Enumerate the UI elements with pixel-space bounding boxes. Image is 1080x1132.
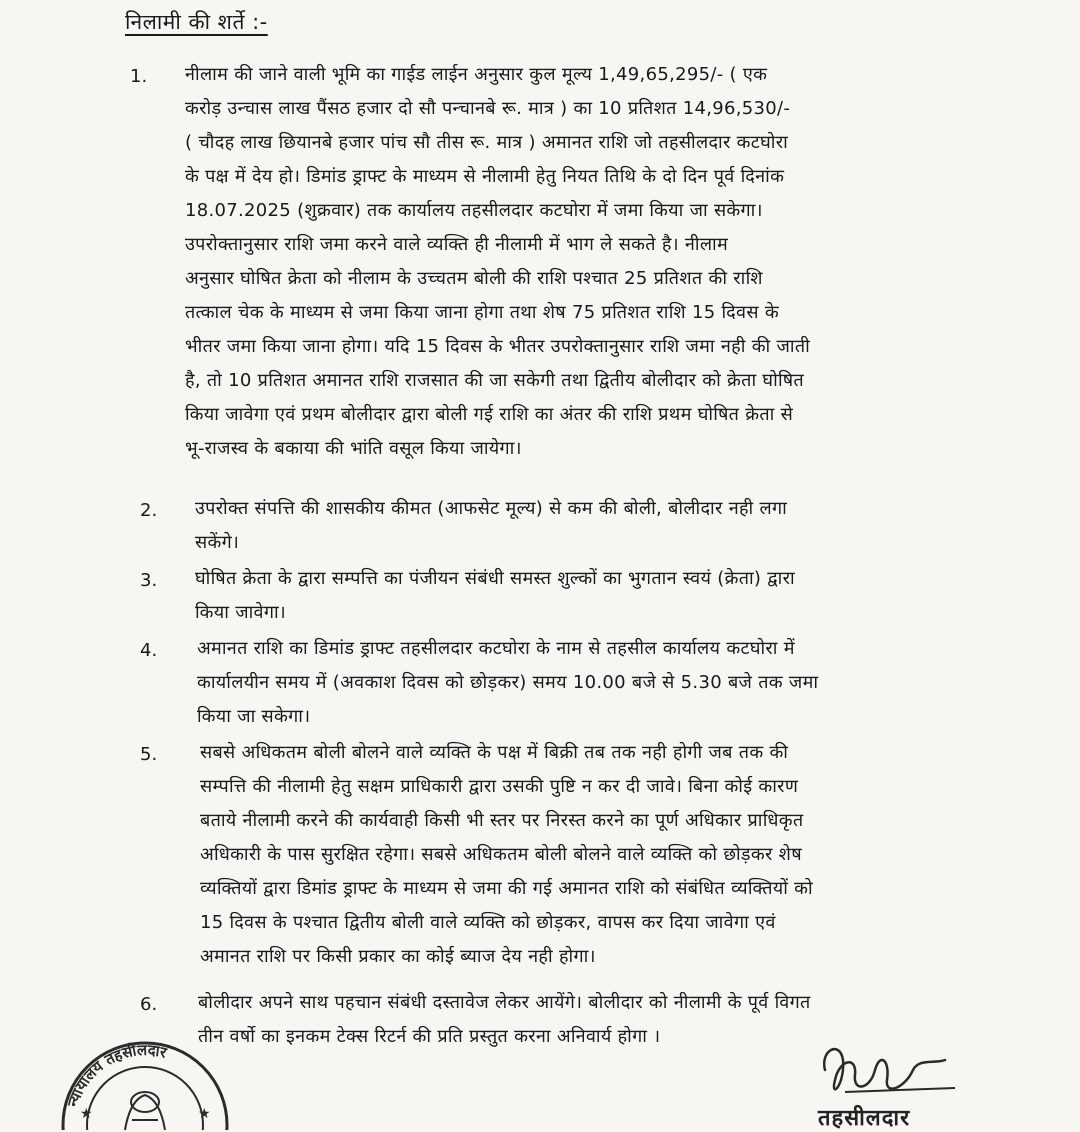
- text-line: ( चौदह लाख छियानबे हजार पांच सौ तीस रू. मात्र ) अमानत राशि जो तहसीलदार कटघोरा: [185, 132, 789, 153]
- condition-number: 6.: [140, 994, 158, 1015]
- text-line: अमानत राशि का डिमांड ड्राफ्ट तहसीलदार कटघोरा के नाम से तहसील कार्यालय कटघोरा में: [197, 638, 795, 659]
- text-line: किया जा सकेगा।: [197, 706, 311, 727]
- text-line: तत्काल चेक के माध्यम से जमा किया जाना होगा तथा शेष 75 प्रतिशत राशि 15 दिवस के: [185, 302, 779, 323]
- text-line: उपरोक्तानुसार राशि जमा करने वाले व्यक्ति ही नीलामी में भाग ले सकते है। नीलाम: [185, 234, 729, 255]
- text-line: अनुसार घोषित क्रेता को नीलाम के उच्चतम बोली की राशि पश्चात 25 प्रतिशत की राशि: [185, 268, 763, 289]
- text-line: सबसे अधिकतम बोली बोलने वाले व्यक्ति के पक्ष में बिक्री तब तक नही होगी जब तक की: [200, 742, 789, 763]
- text-line: है, तो 10 प्रतिशत अमानत राशि राजसात की जा सकेगी तथा द्वितीय बोलीदार को क्रेता घोषित: [185, 370, 804, 391]
- text-line: तीन वर्षो का इनकम टेक्स रिटर्न की प्रति प्रस्तुत करना अनिवार्य होगा ।: [198, 1026, 661, 1047]
- text-line: कार्यालयीन समय में (अवकाश दिवस को छोड़कर) समय 10.00 बजे से 5.30 बजे तक जमा: [197, 672, 819, 693]
- condition-number: 3.: [140, 570, 158, 591]
- condition-number: 5.: [140, 744, 158, 765]
- text-line: किया जावेगा।: [195, 602, 287, 623]
- seal-text: न्यायालय तहसीलदार: [63, 1040, 169, 1109]
- text-line: भू-राजस्व के बकाया की भांति वसूल किया जायेगा।: [185, 438, 522, 459]
- text-line: 15 दिवस के पश्चात द्वितीय बोली वाले व्यक्ति को छोड़कर, वापस कर दिया जावेगा एवं: [200, 912, 776, 933]
- condition-text: [200, 736, 930, 974]
- text-line: बताये नीलामी करने की कार्यवाही किसी भी स्तर पर निरस्त करने का पूर्ण अधिकार प्राधिकृत: [200, 810, 804, 831]
- text-line: सकेंगे।: [195, 532, 240, 553]
- svg-text:★: ★: [198, 1106, 211, 1122]
- svg-text:★: ★: [80, 1106, 93, 1122]
- text-line: किया जावेगा एवं प्रथम बोलीदार द्वारा बोली गई राशि का अंतर की राशि प्रथम घोषित क्रेता से: [185, 404, 794, 425]
- text-line: 18.07.2025 (शुक्रवार) तक कार्यालय तहसीलदार कटघोरा में जमा किया जा सकेगा।: [185, 200, 763, 221]
- text-line: सम्पत्ति की नीलामी हेतु सक्षम प्राधिकारी द्वारा उसकी पुष्टि न कर दी जावे। बिना कोई कारण: [200, 776, 799, 797]
- condition-text: [197, 632, 919, 734]
- text-line: करोड़ उन्चास लाख पैंसठ हजार दो सौ पन्चानबे रू. मात्र ) का 10 प्रतिशत 14,96,530/-: [185, 98, 791, 119]
- condition-text: [195, 562, 915, 630]
- text-line: नीलाम की जाने वाली भूमि का गाईड लाईन अनुसार कुल मूल्य 1,49,65,295/- ( एक: [185, 64, 768, 85]
- official-seal-icon: [60, 1040, 230, 1130]
- text-line: भीतर जमा किया जाना होगा। यदि 15 दिवस के भीतर उपरोक्तानुसार राशि जमा नही की जाती: [185, 336, 811, 357]
- text-line: बोलीदार अपने साथ पहचान संबंधी दस्तावेज लेकर आयेंगे। बोलीदार को नीलामी के पूर्व विगत: [198, 992, 811, 1013]
- text-line: उपरोक्त संपत्ति की शासकीय कीमत (आफसेट मूल्य) से कम की बोली, बोलीदार नही लगा: [195, 498, 788, 519]
- text-line: व्यक्तियों द्वारा डिमांड ड्राफ्ट के माध्यम से जमा की गई अमानत राशि को संबंधित व्यक्तियों को: [200, 878, 813, 899]
- condition-number: 2.: [140, 500, 158, 521]
- text-line: के पक्ष में देय हो। डिमांड ड्राफ्ट के माध्यम से नीलामी हेतु नियत तिथि के दो दिन पूर्व दिनांक: [185, 166, 785, 187]
- condition-text: [185, 58, 910, 466]
- condition-number: 4.: [140, 640, 158, 661]
- text-line: घोषित क्रेता के द्वारा सम्पत्ति का पंजीयन संबंधी समस्त शुल्कों का भुगतान स्वयं (क्रेता) द्वारा: [195, 568, 795, 589]
- signature-label: तहसीलदार: [818, 1106, 911, 1131]
- condition-text: [195, 492, 915, 560]
- text-line: अमानत राशि पर किसी प्रकार का कोई ब्याज देय नही होगा।: [200, 946, 596, 967]
- page-title: निलामी की शर्ते :-: [125, 10, 268, 34]
- text-line: अधिकारी के पास सुरक्षित रहेगा। सबसे अधिकतम बोली बोलने वाले व्यक्ति को छोड़कर शेष: [200, 844, 802, 865]
- condition-number: 1.: [130, 66, 148, 87]
